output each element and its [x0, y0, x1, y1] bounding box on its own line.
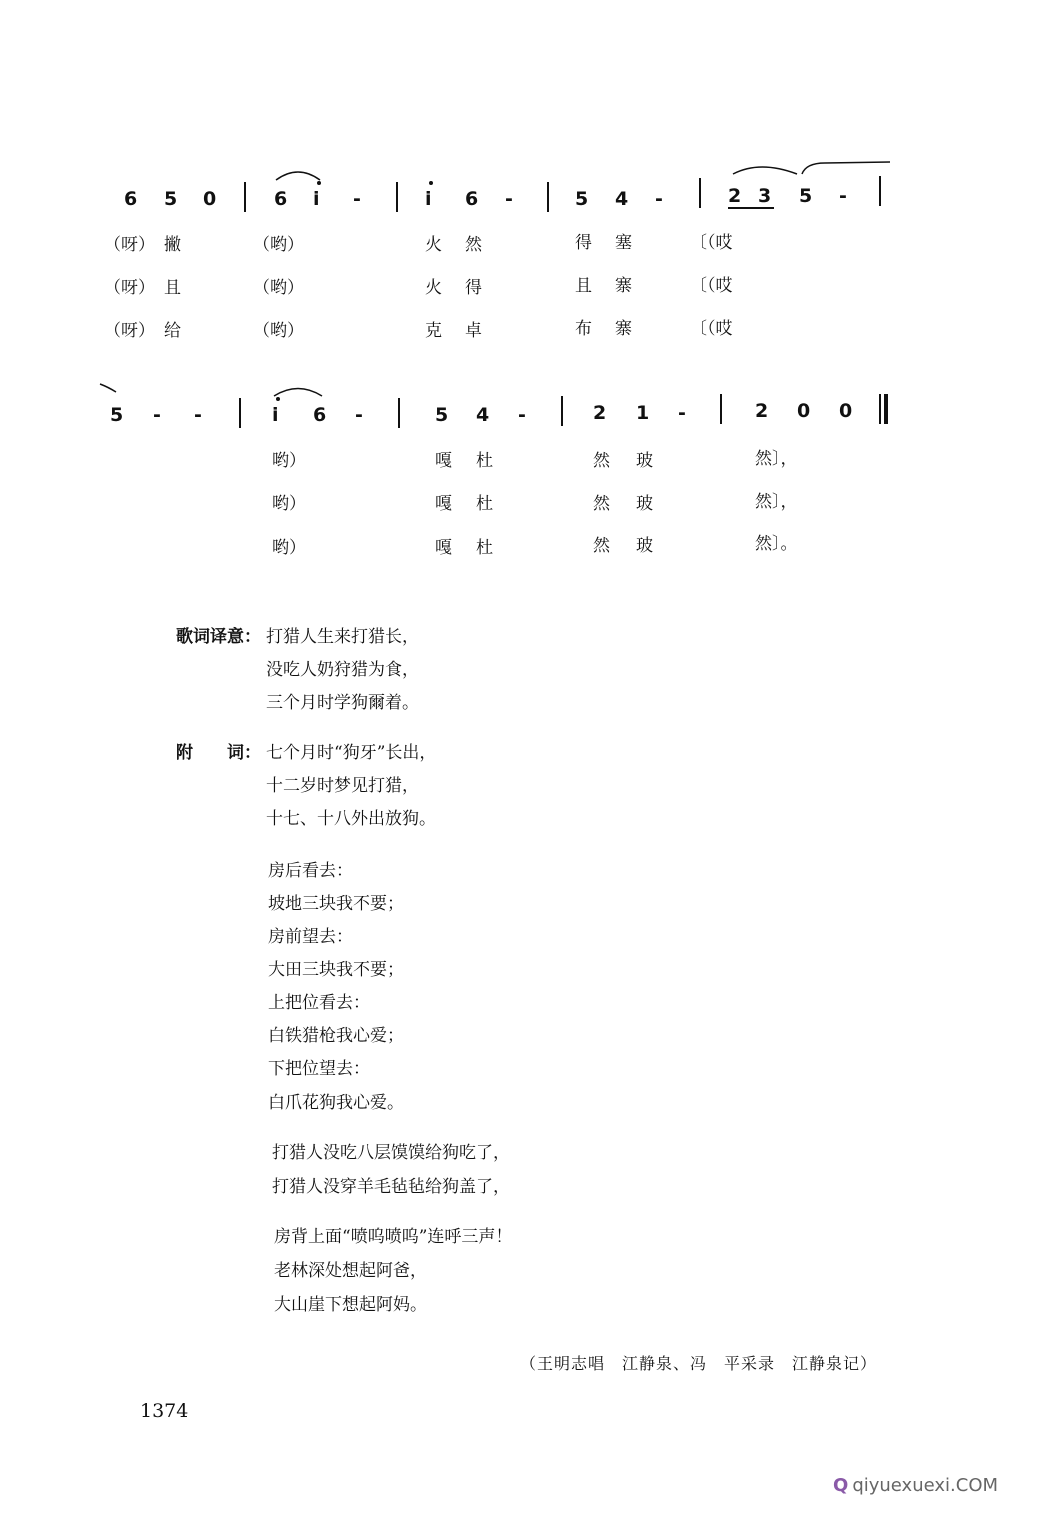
- note: 5: [164, 188, 178, 210]
- appendix-line: 十二岁时梦见打猎，: [266, 776, 419, 796]
- lyric: 然〕，: [755, 449, 798, 469]
- translation-label: 歌词译意：: [176, 627, 261, 647]
- slur: [276, 172, 320, 180]
- tie: [802, 162, 890, 174]
- lyric: 玻: [636, 451, 653, 471]
- lyric: （呀）: [104, 235, 155, 255]
- lyric: （呀）: [104, 321, 155, 341]
- note: 2: [593, 402, 607, 424]
- lyric: 〔（哎: [690, 319, 733, 339]
- lyric: 然: [593, 536, 610, 556]
- note: 4: [615, 188, 629, 210]
- appendix-line: 七个月时“狗牙”长出，: [266, 743, 437, 763]
- lyric: 塞: [615, 233, 632, 253]
- note: 5: [799, 185, 813, 207]
- note: 6: [124, 188, 138, 210]
- note: -: [518, 404, 526, 426]
- note: 5: [110, 404, 124, 426]
- translation-line: 打猎人生来打猎长，: [266, 627, 419, 647]
- octave-dot: [276, 397, 280, 401]
- lyric: 杜: [476, 538, 493, 558]
- lyric: 布: [575, 319, 592, 339]
- lyric: 火: [425, 278, 442, 298]
- note: -: [655, 188, 663, 210]
- lyric: 嘎: [435, 494, 452, 514]
- note: -: [194, 404, 202, 426]
- lyric: 玻: [636, 536, 653, 556]
- note: 3: [758, 185, 772, 207]
- octave-dot: [429, 181, 433, 185]
- note: -: [505, 188, 513, 210]
- appendix-line: 房后看去：: [268, 861, 353, 881]
- lyric: 然〕，: [755, 492, 798, 512]
- note: 6: [465, 188, 479, 210]
- translation-line: 三个月时学狗爾着。: [266, 693, 419, 713]
- note: 2: [755, 400, 769, 422]
- appendix-line: 打猎人没吃八层馍馍给狗吃了，: [272, 1143, 510, 1163]
- lyric: 然: [465, 235, 482, 255]
- appendix-line: 打猎人没穿羊毛毡毡给狗盖了，: [272, 1177, 510, 1197]
- lyric: 哟）: [272, 451, 306, 471]
- page-number: 1374: [140, 1400, 189, 1422]
- appendix-line: 房前望去：: [268, 927, 353, 947]
- lyric: （哟）: [253, 278, 304, 298]
- note: -: [153, 404, 161, 426]
- translation-line: 没吃人奶狩猎为食，: [266, 660, 419, 680]
- appendix-line: 房背上面“喷呜喷呜”连呼三声！: [274, 1227, 513, 1247]
- note: i: [272, 404, 279, 426]
- lyric: 且: [575, 276, 592, 296]
- lyric: （哟）: [253, 321, 304, 341]
- appendix-label: 附 词：: [176, 743, 261, 763]
- lyric: 寨: [615, 276, 632, 296]
- lyric: 得: [465, 278, 482, 298]
- note: 4: [476, 404, 490, 426]
- lyric: 嘎: [435, 451, 452, 471]
- lyric: 杜: [476, 494, 493, 514]
- lyric: 杜: [476, 451, 493, 471]
- note: 2: [728, 185, 742, 207]
- lyric: 寨: [615, 319, 632, 339]
- lyric: 〔（哎: [690, 233, 733, 253]
- credit-line: （王明志唱 江静泉、冯 平采录 江静泉记）: [520, 1354, 878, 1373]
- lyric: 火: [425, 235, 442, 255]
- appendix-line: 大山崖下想起阿妈。: [274, 1295, 427, 1315]
- note: -: [355, 404, 363, 426]
- appendix-line: 大田三块我不要；: [268, 960, 404, 980]
- note: 5: [575, 188, 589, 210]
- watermark: [833, 1475, 998, 1496]
- lyric: 克: [425, 321, 442, 341]
- note: i: [425, 188, 432, 210]
- watermark-site: qiyuexuexi.COM: [852, 1475, 999, 1496]
- lyric: 给: [164, 321, 181, 341]
- lyric: 得: [575, 233, 592, 253]
- lyric: 撇: [164, 235, 181, 255]
- lyric: （哟）: [253, 235, 304, 255]
- lyric: （呀）: [104, 278, 155, 298]
- slur: [733, 167, 797, 174]
- slur: [274, 389, 322, 397]
- lyric: 嘎: [435, 538, 452, 558]
- lyric: 〔（哎: [690, 276, 733, 296]
- tie: [100, 384, 116, 392]
- note: -: [839, 185, 847, 207]
- octave-dot: [317, 181, 321, 185]
- note: 0: [839, 400, 853, 422]
- note: 0: [797, 400, 811, 422]
- appendix-line: 白爪花狗我心爱。: [268, 1093, 404, 1113]
- note: 5: [435, 404, 449, 426]
- appendix-line: 上把位看去：: [268, 993, 370, 1013]
- note: 1: [636, 402, 650, 424]
- lyric: 且: [164, 278, 181, 298]
- lyric: 然〕。: [755, 534, 798, 554]
- lyric: 卓: [465, 321, 482, 341]
- appendix-line: 下把位望去：: [268, 1059, 370, 1079]
- appendix-line: 白铁猎枪我心爱；: [268, 1026, 404, 1046]
- score-graphics: [0, 0, 1054, 600]
- note: -: [353, 188, 361, 210]
- appendix-line: 坡地三块我不要；: [268, 894, 404, 914]
- lyric: 哟）: [272, 538, 306, 558]
- note: i: [313, 188, 320, 210]
- lyric: 然: [593, 494, 610, 514]
- note: 0: [203, 188, 217, 210]
- note: -: [678, 402, 686, 424]
- appendix-line: 十七、十八外出放狗。: [266, 809, 436, 829]
- appendix-line: 老林深处想起阿爸，: [274, 1261, 427, 1281]
- note: 6: [313, 404, 327, 426]
- note: 6: [274, 188, 288, 210]
- lyric: 哟）: [272, 494, 306, 514]
- lyric: 然: [593, 451, 610, 471]
- watermark-logo-icon: Q: [833, 1475, 849, 1496]
- lyric: 玻: [636, 494, 653, 514]
